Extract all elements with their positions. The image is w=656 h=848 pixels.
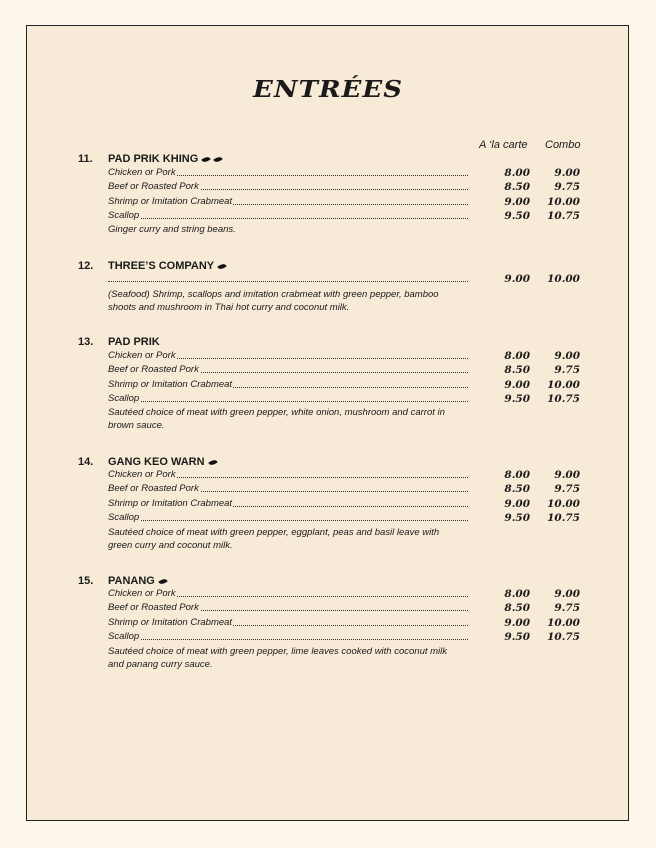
item-description (108, 288, 468, 314)
price-alacarte: 9.00 (504, 617, 530, 629)
item-number: 15. (78, 575, 94, 587)
price-combo: 10.75 (547, 393, 580, 405)
option-label: Shrimp or Imitation Crabmeat (108, 498, 233, 509)
column-header-combo: Combo (545, 139, 581, 151)
option-label: Shrimp or Imitation Crabmeat (108, 617, 233, 628)
price-row (108, 181, 468, 194)
price-alacarte: 9.50 (504, 210, 530, 222)
price-alacarte: 9.00 (504, 196, 530, 208)
price-alacarte: 8.00 (504, 167, 530, 179)
price-row (108, 196, 468, 209)
chili-pepper-icon (158, 577, 167, 586)
chili-pepper-icon (217, 262, 226, 271)
item-number: 13. (78, 336, 94, 348)
price-combo: 9.00 (554, 588, 580, 600)
price-combo: 10.00 (547, 617, 580, 629)
price-combo: 10.00 (547, 196, 580, 208)
price-row (108, 379, 468, 392)
price-combo: 10.00 (547, 379, 580, 391)
price-combo: 10.00 (547, 498, 580, 510)
price-row (108, 210, 468, 223)
price-combo: 9.00 (554, 167, 580, 179)
option-label: Beef or Roasted Pork (108, 483, 199, 494)
price-row (108, 364, 468, 377)
item-name-text: PAD PRIK (108, 336, 160, 348)
price-row (108, 588, 468, 601)
option-label: Shrimp or Imitation Crabmeat (108, 379, 233, 390)
price-alacarte: 9.00 (504, 379, 530, 391)
price-combo: 10.75 (547, 210, 580, 222)
price-row (108, 498, 468, 511)
item-name-text: PAD PRIK KHING (108, 153, 199, 165)
price-row (108, 350, 468, 363)
price-combo: 10.75 (547, 631, 580, 643)
item-name (108, 260, 226, 272)
item-number: 11. (78, 153, 93, 165)
price-row (108, 167, 468, 180)
item-name (108, 153, 222, 165)
description-line: Sautéed choice of meat with green pepper, white onion, mushroom and carrot in (108, 407, 445, 418)
description-line: Ginger curry and string beans. (108, 224, 236, 235)
dot-leader (108, 281, 468, 282)
price-alacarte: 8.00 (504, 588, 530, 600)
option-label: Beef or Roasted Pork (108, 602, 199, 613)
option-label: Chicken or Pork (108, 469, 176, 480)
price-alacarte: 8.00 (504, 469, 530, 481)
dot-leader (108, 401, 468, 402)
item-description (108, 223, 468, 236)
price-row (108, 469, 468, 482)
option-label: Scallop (108, 393, 140, 404)
option-label: Scallop (108, 210, 140, 221)
chili-pepper-icon (202, 155, 211, 164)
price-row (108, 483, 468, 496)
item-description (108, 645, 468, 671)
option-label: Chicken or Pork (108, 588, 176, 599)
price-alacarte: 8.50 (504, 483, 530, 495)
price-row (108, 602, 468, 615)
price-alacarte: 9.50 (504, 393, 530, 405)
item-name (108, 336, 160, 348)
option-label: Chicken or Pork (108, 167, 176, 178)
price-row (108, 631, 468, 644)
item-name (108, 575, 167, 587)
description-line: and panang curry sauce. (108, 659, 213, 670)
option-label: Beef or Roasted Pork (108, 364, 199, 375)
price-alacarte: 8.00 (504, 350, 530, 362)
price-alacarte: 9.00 (504, 273, 530, 285)
item-name-text: GANG KEO WARN (108, 456, 205, 468)
chili-pepper-icon (214, 155, 223, 164)
option-label: Chicken or Pork (108, 350, 176, 361)
price-combo: 10.75 (547, 512, 580, 524)
price-alacarte: 9.50 (504, 512, 530, 524)
price-combo: 9.75 (554, 602, 580, 614)
description-line: shoots and mushroom in Thai hot curry and coconut milk. (108, 302, 350, 313)
price-row (108, 273, 468, 286)
price-row (108, 512, 468, 525)
price-alacarte: 9.50 (504, 631, 530, 643)
price-combo: 9.00 (554, 350, 580, 362)
description-line: brown sauce. (108, 420, 165, 431)
price-alacarte: 8.50 (504, 364, 530, 376)
dot-leader (108, 520, 468, 521)
column-header-alacarte: A ‘la carte (479, 139, 528, 151)
price-combo: 9.75 (554, 364, 580, 376)
price-combo: 9.00 (554, 469, 580, 481)
page-title: ENTRÉES (253, 76, 403, 104)
item-number: 14. (78, 456, 94, 468)
item-name-text: PANANG (108, 575, 155, 587)
dot-leader (108, 639, 468, 640)
option-label: Beef or Roasted Pork (108, 181, 199, 192)
item-description (108, 406, 468, 432)
description-line: Sautéed choice of meat with green pepper, eggplant, peas and basil leave with (108, 527, 440, 538)
price-combo: 10.00 (547, 273, 580, 285)
price-row (108, 617, 468, 630)
price-combo: 9.75 (554, 483, 580, 495)
chili-pepper-icon (208, 458, 217, 467)
item-number: 12. (78, 260, 94, 272)
price-combo: 9.75 (554, 181, 580, 193)
item-name (108, 456, 217, 468)
dot-leader (108, 218, 468, 219)
price-row (108, 393, 468, 406)
description-line: (Seafood) Shrimp, scallops and imitation crabmeat with green pepper, bamboo (108, 289, 439, 300)
description-line: Sautéed choice of meat with green pepper, lime leaves cooked with coconut milk (108, 646, 448, 657)
item-name-text: THREE’S COMPANY (108, 260, 215, 272)
option-label: Shrimp or Imitation Crabmeat (108, 196, 233, 207)
item-description (108, 526, 468, 552)
price-alacarte: 8.50 (504, 181, 530, 193)
option-label: Scallop (108, 631, 140, 642)
price-alacarte: 8.50 (504, 602, 530, 614)
option-label: Scallop (108, 512, 140, 523)
price-alacarte: 9.00 (504, 498, 530, 510)
description-line: green curry and coconut milk. (108, 540, 233, 551)
